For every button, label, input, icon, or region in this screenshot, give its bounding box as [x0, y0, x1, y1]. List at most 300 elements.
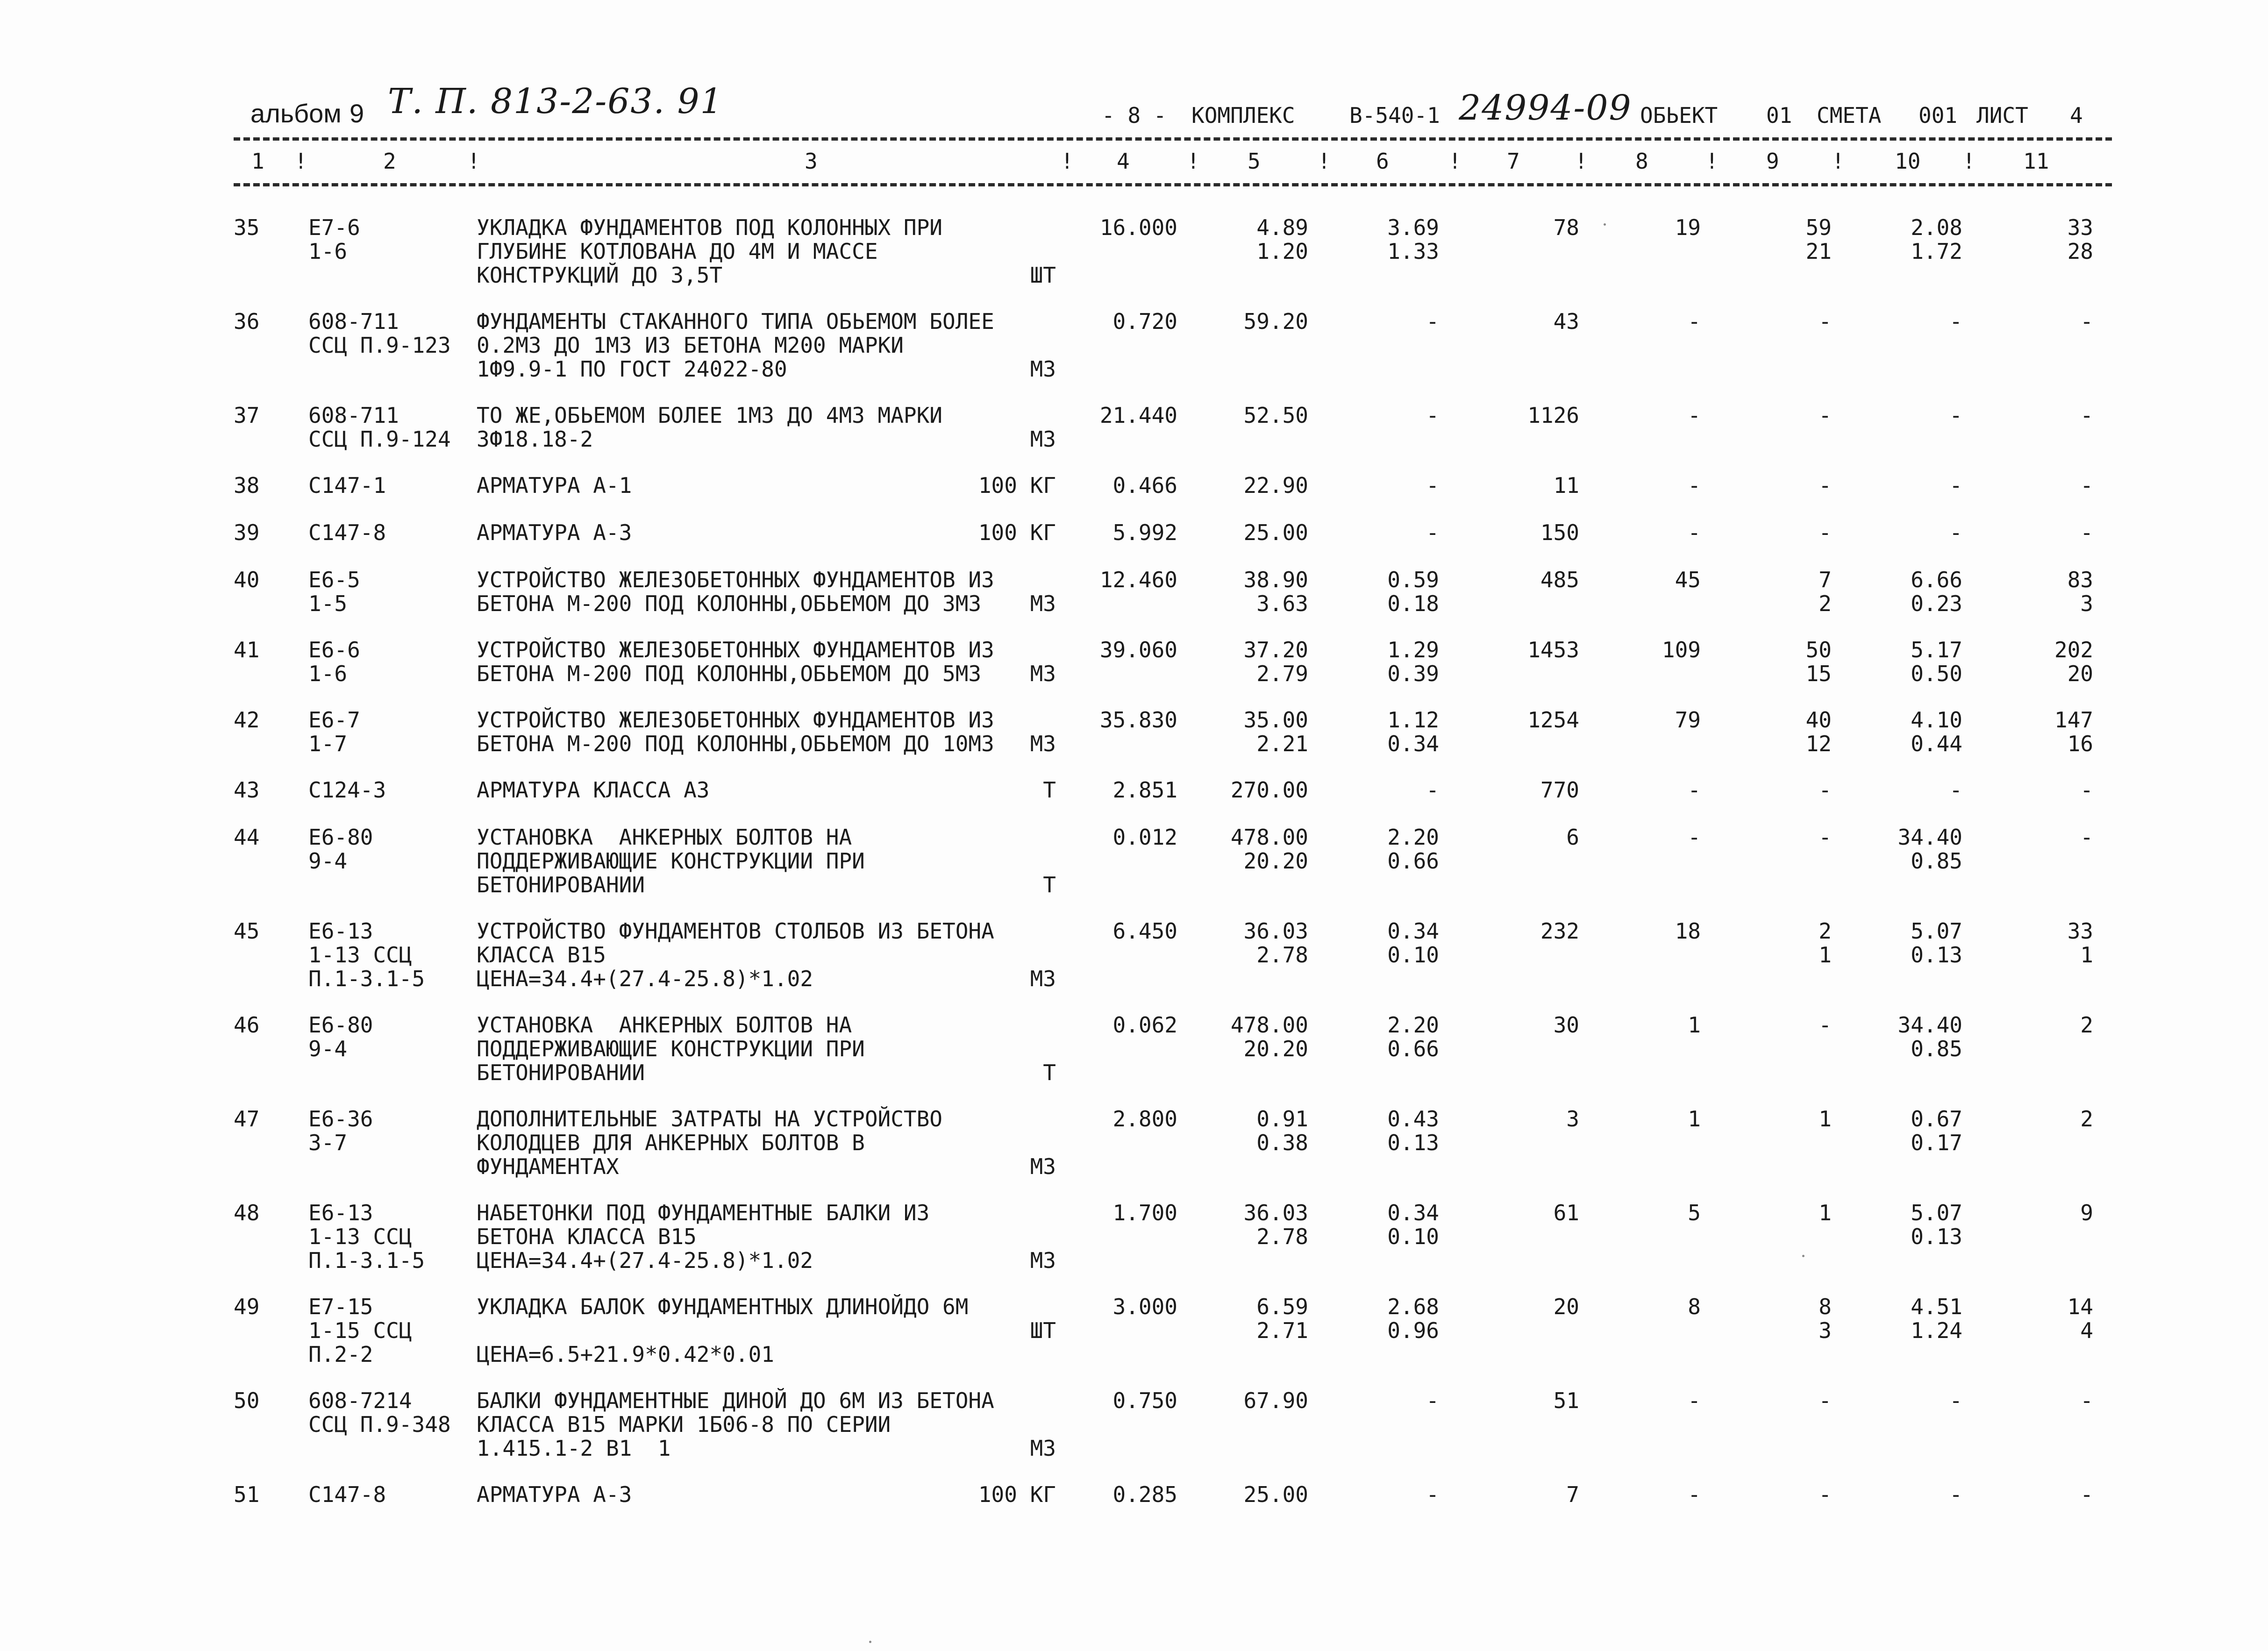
column-separator: !	[1061, 149, 1074, 174]
quantity: 3.000	[1113, 1294, 1177, 1319]
quantity: 12.460	[1099, 567, 1177, 592]
column-number: 10	[1895, 149, 1921, 174]
value-c11: -	[2080, 473, 2093, 498]
table-row	[234, 310, 2112, 381]
price-code: Е7-15	[308, 1294, 373, 1319]
quantity: 0.012	[1113, 825, 1177, 850]
unit-of-measure: М3	[1030, 966, 1056, 991]
value-c7: 150	[1540, 520, 1579, 545]
value-c11: 202	[2054, 637, 2093, 662]
value-c9: 2	[1819, 591, 1832, 616]
work-description: УКЛАДКА БАЛОК ФУНДАМЕНТНЫХ ДЛИНОЙДО 6М	[477, 1294, 969, 1319]
value-c5: 0.38	[1256, 1130, 1308, 1155]
value-c8: 1	[1688, 1012, 1701, 1038]
value-c7: 1126	[1527, 403, 1579, 428]
table-row	[234, 1389, 2112, 1460]
table-row	[234, 1107, 2112, 1179]
value-c6: 1.12	[1387, 707, 1439, 733]
unit-of-measure: М3	[1030, 1154, 1056, 1179]
table-row	[234, 474, 2112, 498]
quantity: 1.700	[1113, 1200, 1177, 1225]
value-c11: -	[2080, 309, 2093, 334]
value-c5: 1.20	[1256, 239, 1308, 264]
value-c10: 2.08	[1911, 215, 1962, 240]
value-c7: 1453	[1527, 637, 1579, 662]
column-separator: !	[1448, 149, 1462, 174]
table-row	[234, 919, 2112, 991]
value-c9: -	[1819, 309, 1832, 334]
unit-of-measure: ШТ	[1030, 263, 1056, 288]
value-c9: -	[1819, 403, 1832, 428]
complex-label: КОМПЛЕКС	[1191, 103, 1295, 128]
value-c7: 20	[1553, 1294, 1579, 1319]
value-c11: -	[2080, 777, 2093, 803]
quantity: 0.750	[1113, 1388, 1177, 1413]
column-number-row	[234, 149, 2112, 177]
value-c6: 1.29	[1387, 637, 1439, 662]
column-separator: !	[294, 149, 307, 174]
work-description: БЕТОНА М-200 ПОД КОЛОННЫ,ОБЬЕМОМ ДО 10М3	[477, 731, 994, 756]
price-code: Е6-5	[308, 567, 360, 592]
value-c10: 34.40	[1897, 1012, 1962, 1038]
price-code: 1-13 ССЦ	[308, 942, 412, 968]
scan-speck	[1802, 1255, 1804, 1257]
work-description: БЕТОНА М-200 ПОД КОЛОННЫ,ОБЬЕМОМ ДО 3М3	[477, 591, 982, 616]
value-c11: -	[2080, 403, 2093, 428]
unit-of-measure: Т	[1043, 872, 1056, 897]
price-code: Е6-80	[308, 1012, 373, 1038]
value-c6: 0.34	[1387, 731, 1439, 756]
value-c8: 109	[1662, 637, 1701, 662]
value-c10: 0.67	[1911, 1106, 1962, 1132]
value-c7: 30	[1553, 1012, 1579, 1038]
unit-of-measure: 100 КГ	[978, 473, 1056, 498]
quantity: 0.720	[1113, 309, 1177, 334]
price-code: П.1-3.1-5	[308, 1248, 425, 1273]
value-c9: 8	[1819, 1294, 1832, 1319]
work-description: ГЛУБИНЕ КОТЛОВАНА ДО 4М И МАССЕ	[477, 239, 878, 264]
price-code: Е6-36	[308, 1106, 373, 1132]
work-description: АРМАТУРА А-3	[477, 1482, 632, 1507]
quantity: 6.450	[1113, 918, 1177, 944]
complex-number-handwritten: 24994-09	[1459, 88, 1632, 128]
value-c9: 40	[1805, 707, 1832, 733]
value-c11: 9	[2080, 1200, 2093, 1225]
estimate-value: 001	[1919, 103, 1958, 128]
column-number: 7	[1507, 149, 1520, 174]
value-c9: -	[1819, 1012, 1832, 1038]
header-rule-bottom	[234, 183, 2112, 186]
value-c8: -	[1688, 403, 1701, 428]
value-c11: 147	[2054, 707, 2093, 733]
price-code: 608-711	[308, 403, 399, 428]
value-c7: 1254	[1527, 707, 1579, 733]
work-description: АРМАТУРА А-1	[477, 473, 632, 498]
work-description: ДОПОЛНИТЕЛЬНЫЕ ЗАТРАТЫ НА УСТРОЙСТВО	[477, 1106, 942, 1132]
unit-of-measure: М3	[1030, 731, 1056, 756]
value-c5: 3.63	[1256, 591, 1308, 616]
column-separator: !	[1832, 149, 1845, 174]
row-number: 35	[234, 215, 260, 240]
value-c5: 67.90	[1243, 1388, 1308, 1413]
estimate-label: СМЕТА	[1817, 103, 1882, 128]
column-number: 2	[383, 149, 396, 174]
work-description: АРМАТУРА КЛАССА А3	[477, 777, 710, 803]
value-c5: 2.78	[1256, 1224, 1308, 1249]
quantity: 21.440	[1099, 403, 1177, 428]
value-c6: 0.66	[1387, 1036, 1439, 1061]
value-c9: -	[1819, 520, 1832, 545]
value-c5: 0.91	[1256, 1106, 1308, 1132]
work-description: ПОДДЕРЖИВАЮЩИЕ КОНСТРУКЦИИ ПРИ	[477, 1036, 865, 1061]
value-c6: 2.20	[1387, 825, 1439, 850]
value-c6: 0.13	[1387, 1130, 1439, 1155]
value-c7: 6	[1566, 825, 1579, 850]
value-c11: 14	[2067, 1294, 2093, 1319]
row-number: 36	[234, 309, 260, 334]
work-description: ПОДДЕРЖИВАЮЩИЕ КОНСТРУКЦИИ ПРИ	[477, 848, 865, 874]
value-c6: 2.20	[1387, 1012, 1439, 1038]
value-c10: 0.17	[1911, 1130, 1962, 1155]
value-c10: 0.85	[1911, 848, 1962, 874]
value-c10: -	[1949, 473, 1962, 498]
object-label: ОБЬЕКТ	[1640, 103, 1718, 128]
value-c6: 0.34	[1387, 1200, 1439, 1225]
price-code: 1-6	[308, 661, 348, 686]
unit-of-measure: Т	[1043, 777, 1056, 803]
scan-speck	[869, 1641, 871, 1643]
column-number: 6	[1376, 149, 1389, 174]
quantity: 35.830	[1099, 707, 1177, 733]
value-c9: 7	[1819, 567, 1832, 592]
value-c8: -	[1688, 1482, 1701, 1507]
column-separator: !	[1705, 149, 1719, 174]
row-number: 43	[234, 777, 260, 803]
value-c11: -	[2080, 520, 2093, 545]
value-c10: 0.13	[1911, 1224, 1962, 1249]
value-c7: 3	[1566, 1106, 1579, 1132]
value-c11: 3	[2080, 591, 2093, 616]
value-c5: 4.89	[1256, 215, 1308, 240]
row-number: 44	[234, 825, 260, 850]
row-number: 39	[234, 520, 260, 545]
project-code-handwritten: Т. П. 813-2-63. 91	[388, 81, 723, 121]
price-code: Е6-13	[308, 918, 373, 944]
value-c8: 45	[1675, 567, 1701, 592]
value-c9: 2	[1819, 918, 1832, 944]
value-c9: 3	[1819, 1318, 1832, 1343]
work-description: НАБЕТОНКИ ПОД ФУНДАМЕНТНЫЕ БАЛКИ ИЗ	[477, 1200, 930, 1225]
value-c11: 16	[2067, 731, 2093, 756]
value-c6: 0.18	[1387, 591, 1439, 616]
value-c5: 270.00	[1230, 777, 1308, 803]
price-code: 1-5	[308, 591, 348, 616]
value-c5: 38.90	[1243, 567, 1308, 592]
unit-of-measure: 100 КГ	[978, 520, 1056, 545]
column-number: 9	[1766, 149, 1779, 174]
row-number: 45	[234, 918, 260, 944]
price-code: 608-711	[308, 309, 399, 334]
price-code: П.1-3.1-5	[308, 966, 425, 991]
work-description: 3Ф18.18-2	[477, 427, 593, 452]
complex-code: В-540-1	[1349, 103, 1440, 128]
work-description: КЛАССА В15 МАРКИ 1Б06-8 ПО СЕРИИ	[477, 1412, 891, 1437]
column-separator: !	[1575, 149, 1588, 174]
unit-of-measure: 100 КГ	[978, 1482, 1056, 1507]
row-number: 37	[234, 403, 260, 428]
value-c7: 11	[1553, 473, 1579, 498]
value-c6: 0.10	[1387, 942, 1439, 968]
value-c6: 0.43	[1387, 1106, 1439, 1132]
table-row	[234, 568, 2112, 616]
value-c9: 50	[1805, 637, 1832, 662]
value-c5: 2.71	[1256, 1318, 1308, 1343]
price-code: ССЦ П.9-348	[308, 1412, 451, 1437]
work-description: БЕТОНА КЛАССА В15	[477, 1224, 697, 1249]
sheet-label: ЛИСТ	[1976, 103, 2028, 128]
value-c10: 4.10	[1911, 707, 1962, 733]
row-number: 38	[234, 473, 260, 498]
value-c11: -	[2080, 825, 2093, 850]
value-c8: -	[1688, 1388, 1701, 1413]
row-number: 47	[234, 1106, 260, 1132]
work-description: КОЛОДЦЕВ ДЛЯ АНКЕРНЫХ БОЛТОВ В	[477, 1130, 865, 1155]
value-c10: 5.07	[1911, 918, 1962, 944]
table-row	[234, 708, 2112, 756]
work-description: ЦЕНА=34.4+(27.4-25.8)*1.02	[477, 966, 813, 991]
quantity: 0.285	[1113, 1482, 1177, 1507]
value-c10: 1.72	[1911, 239, 1962, 264]
value-c10: -	[1949, 403, 1962, 428]
value-c5: 22.90	[1243, 473, 1308, 498]
unit-of-measure: Т	[1043, 1060, 1056, 1085]
value-c5: 20.20	[1243, 1036, 1308, 1061]
value-c7: 43	[1553, 309, 1579, 334]
value-c10: 1.24	[1911, 1318, 1962, 1343]
value-c10: -	[1949, 520, 1962, 545]
table-row	[234, 521, 2112, 545]
value-c5: 37.20	[1243, 637, 1308, 662]
price-code: 9-4	[308, 1036, 348, 1061]
value-c5: 36.03	[1243, 918, 1308, 944]
column-number: 4	[1117, 149, 1130, 174]
value-c5: 36.03	[1243, 1200, 1308, 1225]
work-description: 0.2М3 ДО 1М3 ИЗ БЕТОНА М200 МАРКИ	[477, 333, 904, 358]
value-c5: 2.78	[1256, 942, 1308, 968]
value-c7: 61	[1553, 1200, 1579, 1225]
price-code: ССЦ П.9-124	[308, 427, 451, 452]
column-number: 1	[251, 149, 264, 174]
quantity: 16.000	[1099, 215, 1177, 240]
value-c8: 19	[1675, 215, 1701, 240]
unit-of-measure: М3	[1030, 661, 1056, 686]
column-separator: !	[1318, 149, 1331, 174]
value-c6: -	[1426, 473, 1439, 498]
value-c5: 35.00	[1243, 707, 1308, 733]
value-c6: 0.39	[1387, 661, 1439, 686]
value-c6: 0.34	[1387, 918, 1439, 944]
row-number: 49	[234, 1294, 260, 1319]
value-c5: 2.79	[1256, 661, 1308, 686]
value-c10: 34.40	[1897, 825, 1962, 850]
value-c5: 478.00	[1230, 825, 1308, 850]
work-description: УСТРОЙСТВО ЖЕЛЕЗОБЕТОННЫХ ФУНДАМЕНТОВ ИЗ	[477, 637, 994, 662]
quantity: 2.851	[1113, 777, 1177, 803]
price-code: 1-15 ССЦ	[308, 1318, 412, 1343]
value-c8: -	[1688, 520, 1701, 545]
column-number: 11	[2023, 149, 2049, 174]
value-c11: 33	[2067, 918, 2093, 944]
table-row	[234, 404, 2112, 451]
price-code: 1-6	[308, 239, 348, 264]
work-description: 1.415.1-2 В1 1	[477, 1436, 671, 1461]
value-c6: -	[1426, 777, 1439, 803]
table-row	[234, 826, 2112, 897]
value-c7: 232	[1540, 918, 1579, 944]
table-row	[234, 1483, 2112, 1507]
value-c8: 8	[1688, 1294, 1701, 1319]
value-c8: -	[1688, 309, 1701, 334]
work-description: БЕТОНИРОВАНИИ	[477, 872, 645, 897]
quantity: 0.466	[1113, 473, 1177, 498]
value-c6: -	[1426, 1388, 1439, 1413]
value-c9: 59	[1805, 215, 1832, 240]
unit-of-measure: М3	[1030, 427, 1056, 452]
value-c7: 51	[1553, 1388, 1579, 1413]
work-description: ЦЕНА=34.4+(27.4-25.8)*1.02	[477, 1248, 813, 1273]
value-c11: -	[2080, 1482, 2093, 1507]
row-number: 48	[234, 1200, 260, 1225]
value-c6: 0.66	[1387, 848, 1439, 874]
unit-of-measure: М3	[1030, 591, 1056, 616]
value-c7: 78	[1553, 215, 1579, 240]
row-number: 51	[234, 1482, 260, 1507]
value-c10: 0.13	[1911, 942, 1962, 968]
work-description: КОНСТРУКЦИЙ ДО 3,5Т	[477, 263, 723, 288]
value-c10: 0.50	[1911, 661, 1962, 686]
value-c6: 0.10	[1387, 1224, 1439, 1249]
price-code: 1-13 ССЦ	[308, 1224, 412, 1249]
value-c9: 1	[1819, 1106, 1832, 1132]
row-number: 41	[234, 637, 260, 662]
value-c11: 28	[2067, 239, 2093, 264]
value-c9: -	[1819, 1388, 1832, 1413]
price-code: С147-8	[308, 1482, 386, 1507]
table-row	[234, 778, 2112, 802]
value-c5: 52.50	[1243, 403, 1308, 428]
value-c8: -	[1688, 473, 1701, 498]
unit-of-measure: М3	[1030, 1436, 1056, 1461]
value-c5: 2.21	[1256, 731, 1308, 756]
work-description: КЛАССА В15	[477, 942, 606, 968]
value-c10: -	[1949, 1482, 1962, 1507]
row-number: 50	[234, 1388, 260, 1413]
value-c5: 25.00	[1243, 520, 1308, 545]
value-c11: 2	[2080, 1106, 2093, 1132]
unit-of-measure: М3	[1030, 356, 1056, 382]
row-number: 46	[234, 1012, 260, 1038]
price-code: 608-7214	[308, 1388, 412, 1413]
quantity: 2.800	[1113, 1106, 1177, 1132]
work-description: УСТАНОВКА АНКЕРНЫХ БОЛТОВ НА	[477, 825, 852, 850]
value-c10: 5.17	[1911, 637, 1962, 662]
value-c10: -	[1949, 777, 1962, 803]
work-description: БЕТОНИРОВАНИИ	[477, 1060, 645, 1085]
work-description: УСТРОЙСТВО ЖЕЛЕЗОБЕТОННЫХ ФУНДАМЕНТОВ ИЗ	[477, 567, 994, 592]
price-code: Е7-6	[308, 215, 360, 240]
work-description: БЕТОНА М-200 ПОД КОЛОННЫ,ОБЬЕМОМ ДО 5М3	[477, 661, 982, 686]
price-code: ССЦ П.9-123	[308, 333, 451, 358]
value-c7: 770	[1540, 777, 1579, 803]
value-c9: 1	[1819, 1200, 1832, 1225]
value-c10: -	[1949, 309, 1962, 334]
value-c5: 6.59	[1256, 1294, 1308, 1319]
price-code: 3-7	[308, 1130, 348, 1155]
value-c5: 25.00	[1243, 1482, 1308, 1507]
value-c10: 5.07	[1911, 1200, 1962, 1225]
scan-speck	[1604, 223, 1606, 226]
value-c11: -	[2080, 1388, 2093, 1413]
price-code: П.2-2	[308, 1342, 373, 1367]
table-row	[234, 1013, 2112, 1085]
table-row	[234, 1295, 2112, 1366]
price-code: С147-1	[308, 473, 386, 498]
value-c10: 4.51	[1911, 1294, 1962, 1319]
value-c9: -	[1819, 825, 1832, 850]
sheet-header	[234, 83, 2112, 130]
table-row	[234, 216, 2112, 287]
value-c11: 33	[2067, 215, 2093, 240]
value-c7: 485	[1540, 567, 1579, 592]
value-c9: 15	[1805, 661, 1832, 686]
column-number: 5	[1248, 149, 1261, 174]
row-number: 42	[234, 707, 260, 733]
price-code: Е6-13	[308, 1200, 373, 1225]
page-marker: - 8 -	[1102, 103, 1167, 128]
value-c10: 0.85	[1911, 1036, 1962, 1061]
value-c9: -	[1819, 473, 1832, 498]
value-c11: 4	[2080, 1318, 2093, 1343]
quantity: 0.062	[1113, 1012, 1177, 1038]
work-description: ФУНДАМЕНТЫ СТАКАННОГО ТИПА ОБЬЕМОМ БОЛЕЕ	[477, 309, 994, 334]
price-code: Е6-7	[308, 707, 360, 733]
column-number: 8	[1635, 149, 1648, 174]
value-c6: -	[1426, 403, 1439, 428]
unit-of-measure: М3	[1030, 1248, 1056, 1273]
column-separator: !	[1187, 149, 1200, 174]
price-code: Е6-80	[308, 825, 373, 850]
value-c6: -	[1426, 309, 1439, 334]
value-c6: 2.68	[1387, 1294, 1439, 1319]
work-description: УСТРОЙСТВО ЖЕЛЕЗОБЕТОННЫХ ФУНДАМЕНТОВ ИЗ	[477, 707, 994, 733]
column-separator: !	[1962, 149, 1976, 174]
price-code: С147-8	[308, 520, 386, 545]
table-row	[234, 1201, 2112, 1273]
work-description: ФУНДАМЕНТАХ	[477, 1154, 619, 1179]
work-description: УСТАНОВКА АНКЕРНЫХ БОЛТОВ НА	[477, 1012, 852, 1038]
value-c10: 0.23	[1911, 591, 1962, 616]
price-code: 1-7	[308, 731, 348, 756]
price-code: С124-3	[308, 777, 386, 803]
column-number: 3	[805, 149, 818, 174]
album-label: альбом	[250, 99, 342, 128]
value-c11: 1	[2080, 942, 2093, 968]
value-c6: -	[1426, 520, 1439, 545]
value-c8: 1	[1688, 1106, 1701, 1132]
value-c8: 18	[1675, 918, 1701, 944]
value-c5: 59.20	[1243, 309, 1308, 334]
value-c8: 5	[1688, 1200, 1701, 1225]
